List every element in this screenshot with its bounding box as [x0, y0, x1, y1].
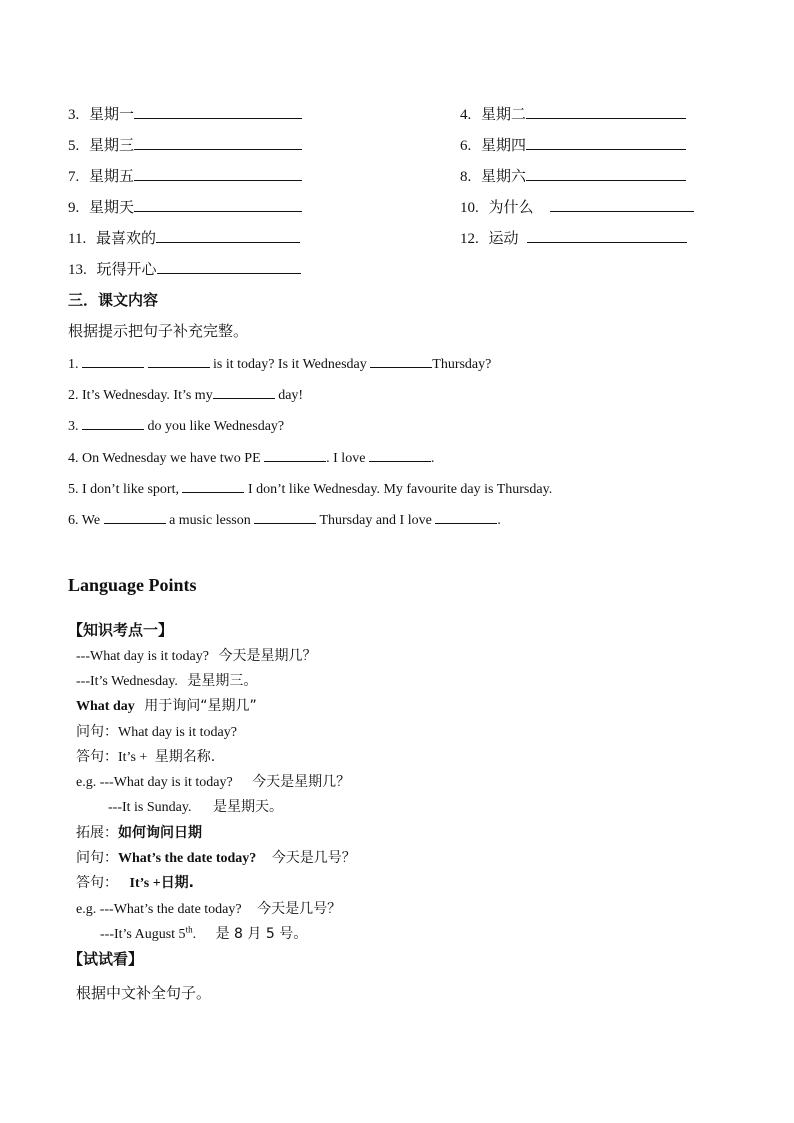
- vocab-item: [460, 227, 687, 248]
- english-text: It’s +: [129, 876, 161, 891]
- english-text: ---What day is it today?: [76, 649, 209, 664]
- vocab-blank[interactable]: [526, 135, 686, 150]
- english-text: ---It’s August 5: [100, 927, 186, 942]
- example-line: [108, 796, 283, 816]
- vocab-num: 11.: [68, 231, 87, 247]
- answer-blank[interactable]: [82, 415, 144, 430]
- answer-blank[interactable]: [254, 509, 316, 524]
- question-text: . I love: [326, 451, 366, 466]
- vocab-item: [68, 258, 301, 279]
- chinese-text: 今天是几号？: [271, 850, 356, 866]
- example-line: [76, 898, 341, 918]
- english-text: ---It is Sunday.: [108, 800, 192, 815]
- english-text: What day: [76, 699, 135, 714]
- vocab-num: 6.: [460, 138, 472, 154]
- example-line: [76, 822, 202, 842]
- example-line: [76, 847, 356, 867]
- vocab-word: 运动: [488, 229, 519, 247]
- vocab-num: 8.: [460, 169, 472, 185]
- vocab-word: 星期五: [89, 167, 135, 185]
- chinese-text: 如何询问日期: [118, 825, 202, 841]
- question-text: I don’t like sport,: [82, 482, 179, 497]
- question-6: [68, 509, 501, 529]
- question-text: day!: [278, 388, 304, 403]
- answer-blank[interactable]: [104, 509, 166, 524]
- vocab-blank[interactable]: [134, 166, 302, 181]
- vocab-item: [460, 134, 686, 155]
- question-text: .: [430, 451, 435, 466]
- language-points-title: Language Points: [68, 575, 197, 595]
- vocab-word: 星期天: [89, 198, 135, 216]
- question-num: 3.: [68, 419, 79, 434]
- vocab-num: 5.: [68, 138, 80, 154]
- question-text: .: [497, 513, 501, 528]
- chinese-text: 用于询问“星期几”: [144, 698, 257, 714]
- question-num: 4.: [68, 451, 79, 466]
- vocab-word: 星期三: [89, 136, 135, 154]
- question-text: On Wednesday we have two PE: [82, 451, 261, 466]
- line-label: 答句：: [76, 875, 118, 891]
- example-line: [76, 670, 257, 690]
- example-line: [76, 721, 237, 741]
- line-label: 拓展：: [76, 825, 118, 841]
- vocab-num: 9.: [68, 200, 80, 216]
- english-text: What day is it today?: [118, 725, 237, 740]
- question-text: do you like Wednesday?: [147, 419, 285, 434]
- vocab-word: 星期一: [89, 105, 135, 123]
- question-num: 5.: [68, 482, 79, 497]
- vocab-blank[interactable]: [526, 166, 686, 181]
- answer-blank[interactable]: [264, 447, 326, 462]
- question-text: It’s Wednesday. It’s my: [82, 388, 213, 403]
- example-line: [76, 645, 316, 665]
- vocab-num: 4.: [460, 107, 472, 123]
- vocab-item: [68, 103, 302, 124]
- question-1: [68, 353, 491, 373]
- vocab-item: [460, 165, 686, 186]
- vocab-item: [460, 103, 686, 124]
- chinese-text: 今天是星期几？: [252, 774, 351, 790]
- line-label: 问句：: [76, 850, 118, 866]
- english-text: ---It’s Wednesday.: [76, 674, 178, 689]
- section-title: 三．课文内容: [68, 291, 159, 309]
- chinese-text: 是星期天。: [212, 799, 283, 815]
- line-label: 答句：: [76, 749, 118, 765]
- question-3: [68, 415, 284, 435]
- vocab-blank[interactable]: [157, 259, 301, 274]
- english-text: e.g. ---What’s the date today?: [76, 902, 242, 917]
- answer-blank[interactable]: [369, 447, 431, 462]
- question-text: I don’t like Wednesday. My favourite day is Thursday.: [247, 482, 553, 497]
- vocab-num: 3.: [68, 107, 80, 123]
- vocab-blank[interactable]: [526, 104, 686, 119]
- chinese-text: 日期.: [160, 875, 195, 891]
- question-text: is it today? Is it Wednesday: [213, 357, 367, 372]
- answer-blank[interactable]: [82, 353, 144, 368]
- question-text: Thursday?: [432, 357, 492, 372]
- answer-blank[interactable]: [213, 384, 275, 399]
- vocab-num: 13.: [68, 262, 87, 278]
- vocab-num: 12.: [460, 231, 479, 247]
- point-header: 【试试看】: [68, 950, 144, 968]
- vocab-item: [68, 165, 302, 186]
- vocab-word: 为什么: [488, 198, 534, 216]
- vocab-word: 星期六: [481, 167, 527, 185]
- vocab-blank[interactable]: [156, 228, 300, 243]
- question-text: a music lesson: [169, 513, 251, 528]
- english-text: e.g. ---What day is it today?: [76, 775, 233, 790]
- ordinal-suffix: th: [185, 924, 193, 935]
- question-text: We: [81, 513, 101, 528]
- vocab-blank[interactable]: [134, 197, 302, 212]
- question-2: [68, 384, 303, 404]
- tryit-instruction: 根据中文补全句子。: [76, 984, 212, 1002]
- vocab-word: 星期二: [481, 105, 527, 123]
- vocab-num: 10.: [460, 200, 479, 216]
- chinese-text: 今天是几号？: [257, 901, 342, 917]
- question-num: 2.: [68, 388, 79, 403]
- answer-blank[interactable]: [435, 509, 497, 524]
- english-text: What’s the date today?: [118, 851, 257, 866]
- chinese-text: 今天是星期几？: [218, 648, 317, 664]
- english-text: .: [192, 927, 197, 942]
- vocab-blank[interactable]: [550, 197, 694, 212]
- example-line: [100, 923, 307, 943]
- vocab-item: [68, 227, 300, 248]
- answer-blank[interactable]: [182, 478, 244, 493]
- chinese-text: 星期名称.: [154, 749, 216, 765]
- example-line: [76, 872, 194, 892]
- answer-blank[interactable]: [148, 353, 210, 368]
- question-5: [68, 478, 552, 498]
- example-line: [76, 746, 215, 766]
- question-4: [68, 447, 434, 467]
- english-text: It’s +: [118, 750, 148, 765]
- line-label: 问句：: [76, 724, 118, 740]
- vocab-word: 星期四: [481, 136, 527, 154]
- vocab-item: [460, 196, 694, 217]
- vocab-num: 7.: [68, 169, 80, 185]
- question-num: 6.: [68, 513, 79, 528]
- example-line: [76, 771, 350, 791]
- vocab-item: [68, 134, 302, 155]
- question-num: 1.: [68, 357, 79, 372]
- vocab-blank[interactable]: [527, 228, 687, 243]
- section-instruction: 根据提示把句子补充完整。: [68, 322, 249, 340]
- vocab-blank[interactable]: [134, 135, 302, 150]
- answer-blank[interactable]: [370, 353, 432, 368]
- example-line: [76, 695, 257, 715]
- chinese-text: 是星期三。: [187, 673, 258, 689]
- vocab-word: 最喜欢的: [95, 229, 156, 247]
- vocab-blank[interactable]: [134, 104, 302, 119]
- point-header: 【知识考点一】: [68, 621, 174, 639]
- vocab-word: 玩得开心: [96, 260, 157, 278]
- vocab-item: [68, 196, 302, 217]
- question-text: Thursday and I love: [319, 513, 432, 528]
- chinese-text: 是 8 月 5 号。: [215, 926, 308, 942]
